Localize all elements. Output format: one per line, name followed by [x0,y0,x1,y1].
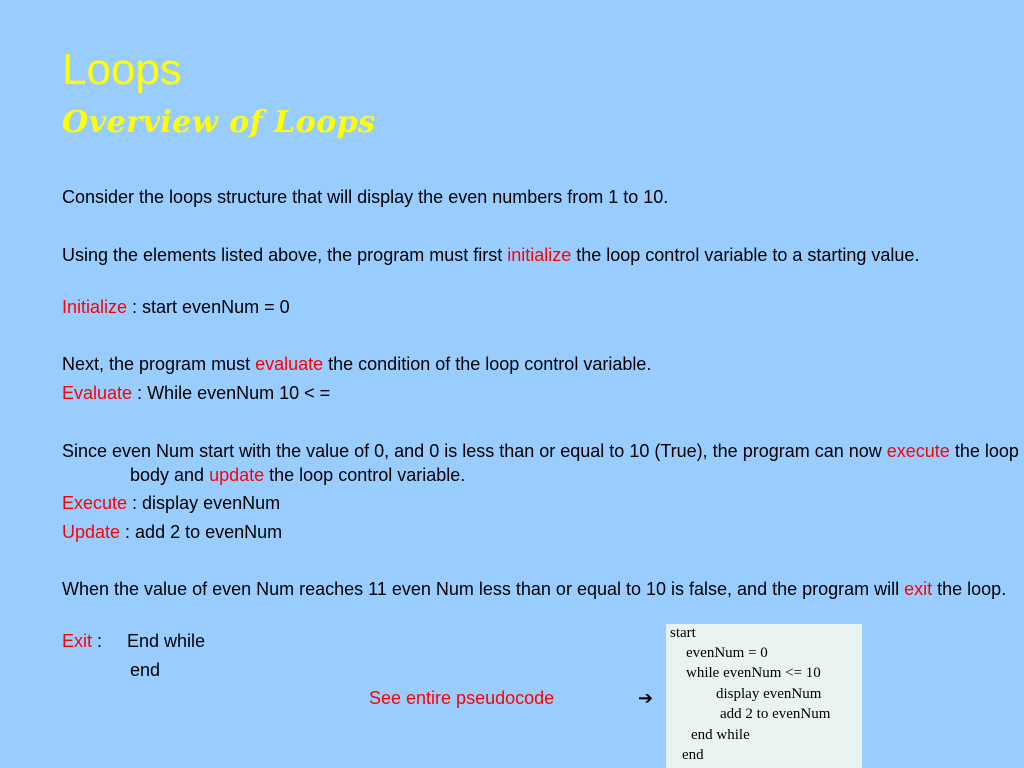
text: : add 2 to evenNum [120,522,283,542]
text: : display evenNum [127,493,281,513]
code-line: end while [691,727,750,743]
line-execute [62,491,280,515]
text: the loop control variable. [264,465,466,485]
slide-subtitle: Overview of Loops [62,105,376,140]
keyword-evaluate: evaluate [255,354,324,374]
code-line: evenNum = 0 [686,645,768,661]
label-exit: Exit [62,631,93,651]
text: : End while [92,631,206,651]
label-update: Update [62,522,121,542]
code-line: start [670,625,696,641]
line-exit [62,629,205,653]
keyword-exit: exit [904,579,933,599]
line-end: end [130,660,161,680]
code-line: display evenNum [716,686,822,702]
keyword-execute: execute [886,441,950,461]
code-line: add 2 to evenNum [720,706,831,722]
keyword-initialize: initialize [507,245,572,265]
paragraph-exit [62,577,1024,601]
paragraph-initialize [62,243,1024,267]
text: Next, the program must [62,354,256,374]
line-initialize [62,295,290,319]
text: : start evenNum = 0 [127,297,290,317]
text: Using the elements listed above, the program must first [62,245,508,265]
paragraph-intro: Consider the loops structure that will display the even numbers from 1 to 10. [62,187,669,207]
text: : While evenNum 10 < = [132,383,331,403]
code-line: while evenNum <= 10 [686,665,821,681]
text: the condition of the loop control variable. [323,354,652,374]
text: the loop body and [130,441,1019,485]
text: Since even Num start with the value of 0, and 0 is less than or equal to 10 (True), the program can now [62,441,887,461]
keyword-update: update [209,465,265,485]
code-line: end [682,747,704,763]
arrow-right-icon: ➔ [638,688,654,708]
pseudocode-box [666,624,862,768]
line-evaluate [62,381,330,405]
line-update [62,520,282,544]
label-initialize: Initialize [62,297,128,317]
paragraph-execute [62,439,1024,487]
label-evaluate: Evaluate [62,383,133,403]
label-execute: Execute [62,493,128,513]
text: the loop control variable to a starting value. [571,245,920,265]
see-pseudocode-link[interactable]: See entire pseudocode [369,688,555,708]
paragraph-evaluate [62,352,1024,376]
slide-title: Loops [62,45,182,94]
text: the loop. [932,579,1007,599]
text: When the value of even Num reaches 11 even Num less than or equal to 10 is false, and the program will [62,579,905,599]
